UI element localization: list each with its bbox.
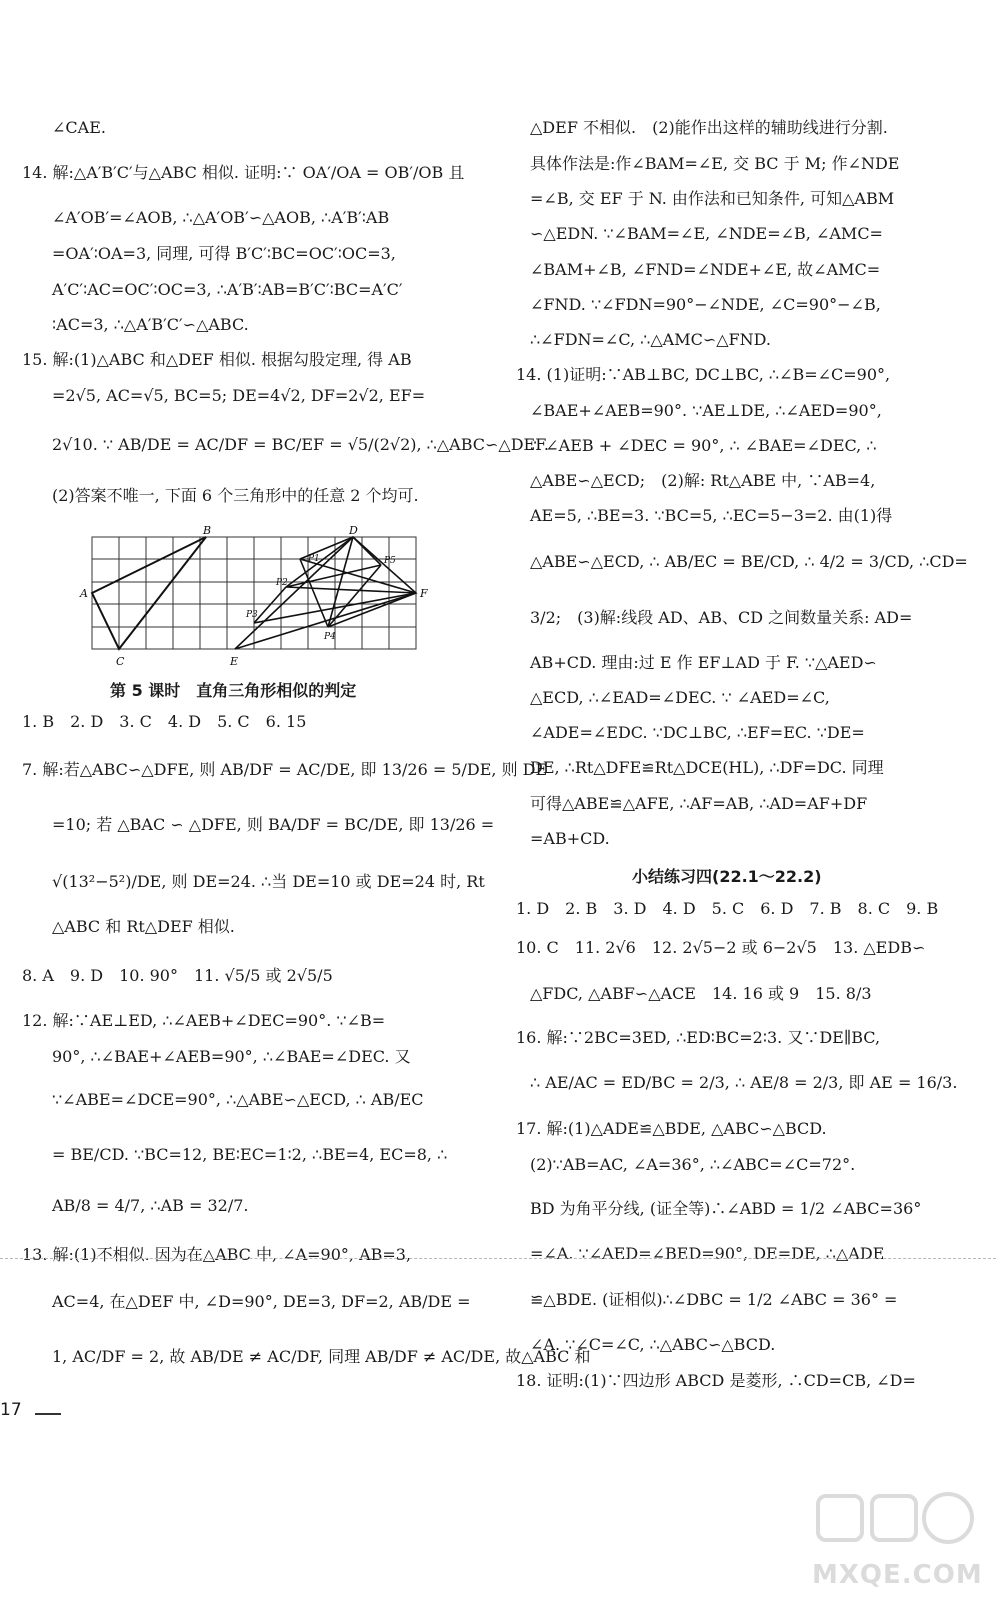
text-line: =OA′∶OA=3, 同理, 可得 B′C′∶BC=OC′∶OC=3, bbox=[52, 244, 396, 263]
text-line: AE=5, ∴BE=3. ∵BC=5, ∴EC=5−3=2. 由(1)得 bbox=[530, 506, 893, 525]
text-line: 7. 解:若△ABC∽△DFE, 则 AB/DF = AC/DE, 即 13/26 = 5/DE, 则 DE bbox=[22, 760, 548, 779]
text-line: 3/2; (3)解:线段 AD、AB、CD 之间数量关系: AD= bbox=[530, 608, 913, 627]
text-line: 10. C 11. 2√6 12. 2√5−2 或 6−2√5 13. △EDB∽ bbox=[516, 938, 926, 957]
text-line: AB/8 = 4/7, ∴AB = 32/7. bbox=[52, 1196, 249, 1215]
page-number: 17 bbox=[0, 1400, 22, 1420]
text-line: =∠A. ∵∠AED=∠BED=90°, DE=DE, ∴△ADE bbox=[530, 1244, 885, 1263]
watermark-logo bbox=[812, 1488, 983, 1592]
text-line: ∴ ∠AEB + ∠DEC = 90°, ∴ ∠BAE=∠DEC, ∴ bbox=[530, 436, 877, 455]
label-b: B bbox=[203, 525, 212, 537]
text-line: ∵∠ABE=∠DCE=90°, ∴△ABE∽△ECD, ∴ AB/EC bbox=[52, 1090, 424, 1109]
label-d: D bbox=[349, 525, 358, 537]
text-line: 17. 解:(1)△ADE≌△BDE, △ABC∽△BCD. bbox=[516, 1119, 827, 1138]
label-c: C bbox=[116, 655, 125, 668]
text-line: =AB+CD. bbox=[530, 829, 610, 848]
label-e: E bbox=[230, 655, 239, 668]
text-line: ∽△EDN. ∵∠BAM=∠E, ∠NDE=∠B, ∠AMC= bbox=[530, 224, 883, 243]
label-p1: P1 bbox=[308, 554, 320, 564]
label-p4: P4 bbox=[324, 632, 336, 642]
section-title: 第 5 课时 直角三角形相似的判定 bbox=[110, 681, 357, 700]
text-line: ∠A. ∵∠C=∠C, ∴△ABC∽△BCD. bbox=[530, 1335, 776, 1354]
text-line: (2)∵AB=AC, ∠A=36°, ∴∠ABC=∠C=72°. bbox=[530, 1155, 856, 1174]
triangle-abc bbox=[92, 537, 206, 649]
text-line: 可得△ABE≌△AFE, ∴AF=AB, ∴AD=AF+DF bbox=[530, 794, 868, 813]
text-line: △DEF 不相似. (2)能作出这样的辅助线进行分割. bbox=[530, 118, 888, 137]
text-line: 90°, ∴∠BAE+∠AEB=90°, ∴∠BAE=∠DEC. 又 bbox=[52, 1047, 411, 1066]
text-line: √(13²−5²)/DE, 则 DE=24. ∴当 DE=10 或 DE=24 时, Rt bbox=[52, 872, 485, 891]
text-line: ∴∠FDN=∠C, ∴△AMC∽△FND. bbox=[530, 330, 771, 349]
text-line: △ABE∽△ECD; (2)解: Rt△ABE 中, ∵AB=4, bbox=[530, 471, 876, 490]
text-line: BD 为角平分线, (证全等)∴∠ABD = 1/2 ∠ABC=36° bbox=[530, 1199, 922, 1218]
label-p3: P3 bbox=[246, 610, 258, 620]
label-f: F bbox=[420, 587, 428, 600]
text-line: ∠BAE+∠AEB=90°. ∵AE⊥DE, ∴∠AED=90°, bbox=[530, 401, 882, 420]
text-line: 8. A 9. D 10. 90° 11. √5/5 或 2√5/5 bbox=[22, 966, 333, 985]
watermark-text: MXQE.COM bbox=[812, 1560, 983, 1590]
text-line: =∠B, 交 EF 于 N. 由作法和已知条件, 可知△ABM bbox=[530, 189, 895, 208]
text-line: (2)答案不唯一, 下面 6 个三角形中的任意 2 个均可. bbox=[52, 486, 419, 505]
text-line: 12. 解:∵AE⊥ED, ∴∠AEB+∠DEC=90°. ∵∠B= bbox=[22, 1011, 386, 1030]
text-line: △ECD, ∴∠EAD=∠DEC. ∵ ∠AED=∠C, bbox=[530, 688, 830, 707]
text-line: △FDC, △ABF∽△ACE 14. 16 或 9 15. 8/3 bbox=[530, 984, 872, 1003]
text-line: 具体作法是:作∠BAM=∠E, 交 BC 于 M; 作∠NDE bbox=[530, 154, 900, 173]
text-line: 2√10. ∵ AB/DE = AC/DF = BC/EF = √5/(2√2), ∴△ABC∽△DEF. bbox=[52, 435, 549, 454]
text-line: ∶AC=3, ∴△A′B′C′∽△ABC. bbox=[52, 315, 249, 334]
text-line: 14. 解:△A′B′C′与△ABC 相似. 证明:∵ OA′/OA = OB′/OB 且 bbox=[22, 163, 465, 182]
text-line: A′C′∶AC=OC′∶OC=3, ∴A′B′∶AB=B′C′∶BC=A′C′ bbox=[52, 280, 403, 299]
text-line: 1. B 2. D 3. C 4. D 5. C 6. 15 bbox=[22, 712, 307, 731]
text-line: 14. (1)证明:∵AB⊥BC, DC⊥BC, ∴∠B=∠C=90°, bbox=[516, 365, 891, 384]
text-line: 15. 解:(1)△ABC 和△DEF 相似. 根据勾股定理, 得 AB bbox=[22, 350, 412, 369]
text-line: 16. 解:∵2BC=3ED, ∴ED∶BC=2∶3. 又∵DE∥BC, bbox=[516, 1028, 881, 1047]
text-line: =2√5, AC=√5, BC=5; DE=4√2, DF=2√2, EF= bbox=[52, 386, 426, 405]
label-p5: P5 bbox=[384, 556, 396, 566]
text-line: =10; 若 △BAC ∽ △DFE, 则 BA/DF = BC/DE, 即 13/26 = bbox=[52, 815, 495, 834]
page-divider bbox=[0, 1258, 996, 1259]
watermark-icon bbox=[812, 1488, 980, 1558]
section-title: 小结练习四(22.1～22.2) bbox=[632, 867, 822, 886]
text-line: = BE/CD. ∵BC=12, BE∶EC=1∶2, ∴BE=4, EC=8, ∴ bbox=[52, 1145, 448, 1164]
text-line: ≌△BDE. (证相似)∴∠DBC = 1/2 ∠ABC = 36° = bbox=[530, 1290, 898, 1309]
text-line: △ABE∽△ECD, ∴ AB/EC = BE/CD, ∴ 4/2 = 3/CD, ∴CD= bbox=[530, 552, 968, 571]
text-line: AB+CD. 理由:过 E 作 EF⊥AD 于 F. ∵△AED∽ bbox=[530, 653, 877, 672]
text-line: ∠BAM+∠B, ∠FND=∠NDE+∠E, 故∠AMC= bbox=[530, 260, 881, 279]
text-line: ∠ADE=∠EDC. ∵DC⊥BC, ∴EF=EC. ∵DE= bbox=[530, 723, 865, 742]
text-line: ∴ AE/AC = ED/BC = 2/3, ∴ AE/8 = 2/3, 即 AE = 16/3. bbox=[530, 1073, 958, 1092]
text-line: 18. 证明:(1)∵四边形 ABCD 是菱形, ∴CD=CB, ∠D= bbox=[516, 1371, 916, 1390]
text-line: DE, ∴Rt△DFE≌Rt△DCE(HL), ∴DF=DC. 同理 bbox=[530, 758, 884, 777]
triangle-grid-figure bbox=[78, 525, 438, 670]
text-line: △ABC 和 Rt△DEF 相似. bbox=[52, 917, 235, 936]
grid-lines bbox=[92, 537, 416, 649]
label-a: A bbox=[80, 587, 88, 600]
page-number-rule bbox=[35, 1413, 61, 1415]
text-line: ∠CAE. bbox=[52, 118, 106, 137]
label-p2: P2 bbox=[276, 578, 288, 588]
text-line: 1, AC/DF = 2, 故 AB/DE ≠ AC/DF, 同理 AB/DF ≠ AC/DE, 故△ABC 和 bbox=[52, 1347, 591, 1366]
text-line: AC=4, 在△DEF 中, ∠D=90°, DE=3, DF=2, AB/DE = bbox=[52, 1292, 471, 1311]
text-line: 1. D 2. B 3. D 4. D 5. C 6. D 7. B 8. C 9. B bbox=[516, 899, 939, 918]
text-line: ∠A′OB′=∠AOB, ∴△A′OB′∽△AOB, ∴A′B′∶AB bbox=[52, 208, 390, 227]
text-line: 13. 解:(1)不相似. 因为在△ABC 中, ∠A=90°, AB=3, bbox=[22, 1245, 412, 1264]
text-line: ∠FND. ∵∠FDN=90°−∠NDE, ∠C=90°−∠B, bbox=[530, 295, 881, 314]
